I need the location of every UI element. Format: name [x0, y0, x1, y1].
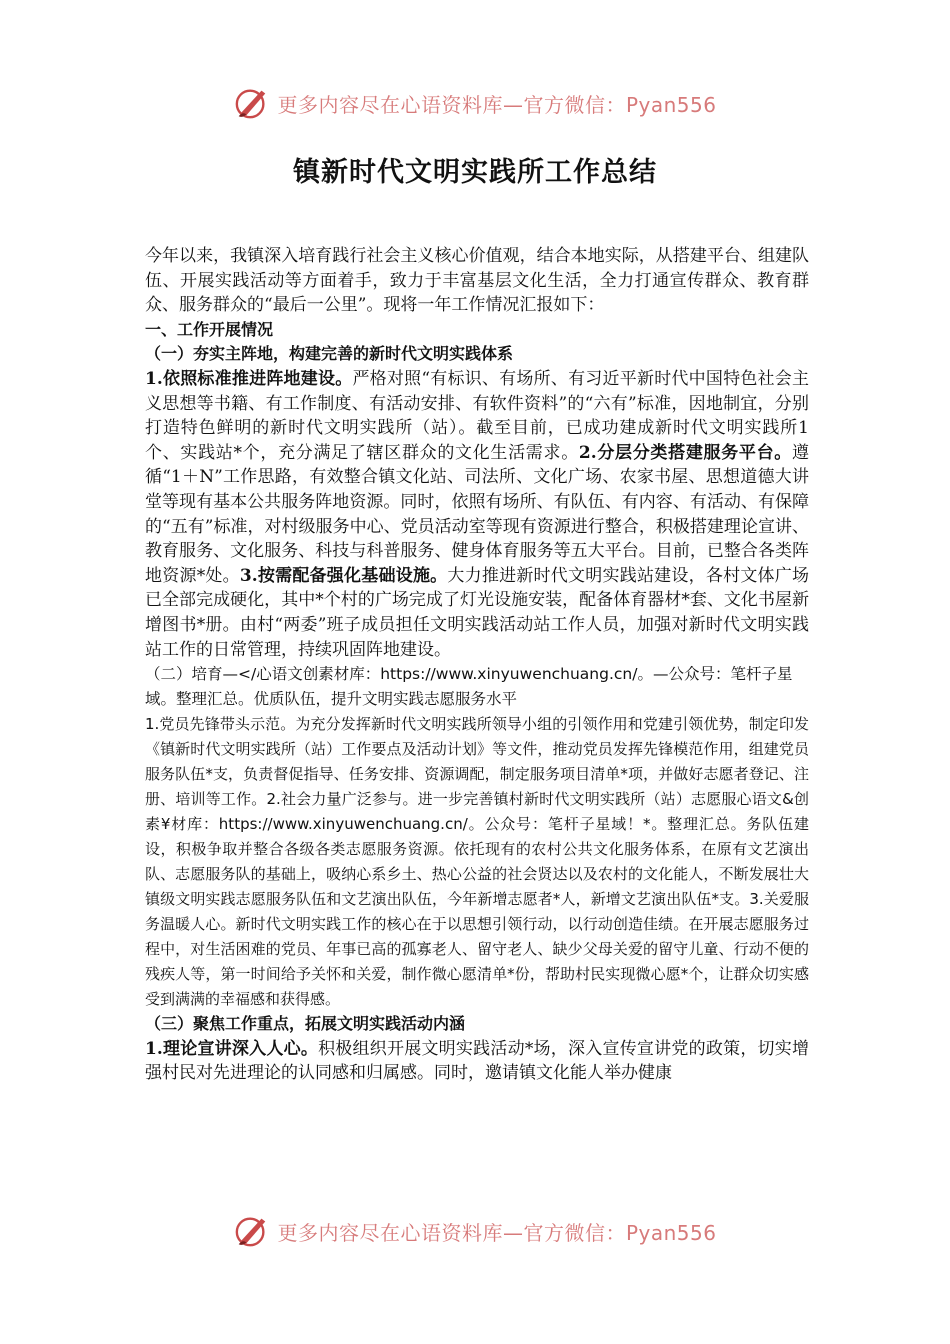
subsection-1-paragraph — [145, 367, 809, 662]
banner-text: 更多内容尽在心语资料库—官方微信：Pyan556 — [277, 1220, 717, 1245]
section-heading-1: 一、工作开展情况 — [145, 319, 274, 339]
item-text: 大力推进新时代文明实践站建设，各村文体广场已全部完成硬化，其中*个村的广场完成了灯光设施安装，配备体育器材*套、文化书屋新增图书*册。由村“两委”班子成员担任文明实践活动站工作人员，加强对新时代文明实践站工作的日常管理，持续巩固阵地建设。 — [145, 565, 810, 660]
item-text: 遵循“1＋N”工作思路，有效整合镇文化站、司法所、文化广场、农家书屋、思想道德大讲堂等现有基本公共服务阵地资源。同时，依照有场所、有队伍、有内容、有活动、有保障的“五有”标准，对村级服务中心、党员活动室等现有资源进行整合，积极搭建理论宣讲、教育服务、文化服务、科技与科普服务、健身体育服务等五大平台。目前，已整合各类阵地资源*处。 — [145, 442, 810, 586]
footer-banner — [0, 1211, 950, 1251]
subsection-heading-1: （一）夯实主阵地，构建完善的新时代文明实践体系 — [145, 344, 514, 364]
brush-logo-icon — [233, 1213, 271, 1249]
item-title: 1.依照标准推进阵地建设。 — [145, 368, 353, 389]
brush-logo-icon — [233, 85, 271, 121]
document-body — [145, 244, 809, 1086]
subsection-heading-3: （三）聚焦工作重点，拓展文明实践活动内涵 — [145, 1014, 466, 1034]
banner-text: 更多内容尽在心语资料库—官方微信：Pyan556 — [277, 92, 717, 117]
page-title: 镇新时代文明实践所工作总结 — [293, 157, 657, 188]
item-title: 2.分层分类搭建服务平台。 — [578, 442, 793, 463]
item-title: 1.理论宣讲深入人心。 — [145, 1038, 319, 1059]
intro-paragraph: 今年以来，我镇深入培育践行社会主义核心价值观，结合本地实际，从搭建平台、组建队伍、开展实践活动等方面着手，致力于丰富基层文化生活，全力打通宣传群众、教育群众、服务群众的“最后一公里”。现将一年工作情况汇报如下： — [145, 246, 809, 316]
item-text: 严格对照“有标识、有场所、有习近平新时代中国特色社会主义思想等书籍、有工作制度、有活动安排、有软件资料”的“六有”标准，因地制宜，分别打造特色鲜明的新时代文明实践所（站）。截至目前，已成功建成新时代文明实践所1个、实践站*个，充分满足了辖区群众的文化生活需求。 — [145, 368, 809, 463]
subsection-3-paragraph — [145, 1037, 809, 1086]
header-banner — [0, 83, 950, 123]
subsection-heading-2: （二）培育—</心语文创素材库：https://www.xinyuwenchuang.cn/。—公众号：笔杆子星域。整理汇总。优质队伍，提升文明实践志愿服务水平 — [145, 665, 793, 709]
item-text: 积极组织开展文明实践活动*场，深入宣传宣讲党的政策，切实增强村民对先进理论的认同感和归属感。同时，邀请镇文化能人举办健康 — [145, 1038, 810, 1084]
subsection-2-paragraph: 1.党员先锋带头示范。为充分发挥新时代文明实践所领导小组的引领作用和党建引领优势，制定印发《镇新时代文明实践所（站）工作要点及活动计划》等文件，推动党员发挥先锋模范作用，组建党员服务队伍*支，负责督促指导、任务安排、资源调配，制定服务项目清单*项，并做好志愿者登记、注册、培训等工作。2.社会力量广泛参与。进一步完善镇村新时代文明实践所（站）志愿服心语文&创素¥材库：https://www.xinyuwenchuang.cn/。公众号：笔杆子星域！*。整理汇总。务队伍建设，积极争取并整合各级各类志愿服务资源。依托现有的农村公共文化服务体系，在原有文艺演出队、志愿服务队的基础上，吸纳心系乡土、热心公益的社会贤达以及农村的文化能人，不断发展壮大镇级文明实践志愿服务队伍和文艺演出队伍，今年新增志愿者*人，新增文艺演出队伍*支。3.关爱服务温暖人心。新时代文明实践工作的核心在于以思想引领行动，以行动创造佳绩。在开展志愿服务过程中，对生活困难的党员、年事已高的孤寡老人、留守老人、缺少父母关爱的留守儿童、行动不便的残疾人等，第一时间给予关怀和关爱，制作微心愿清单*份，帮助村民实现微心愿*个，让群众切实感受到满满的幸福感和获得感。 — [145, 715, 809, 1009]
item-title: 3.按需配备强化基础设施。 — [239, 565, 448, 586]
